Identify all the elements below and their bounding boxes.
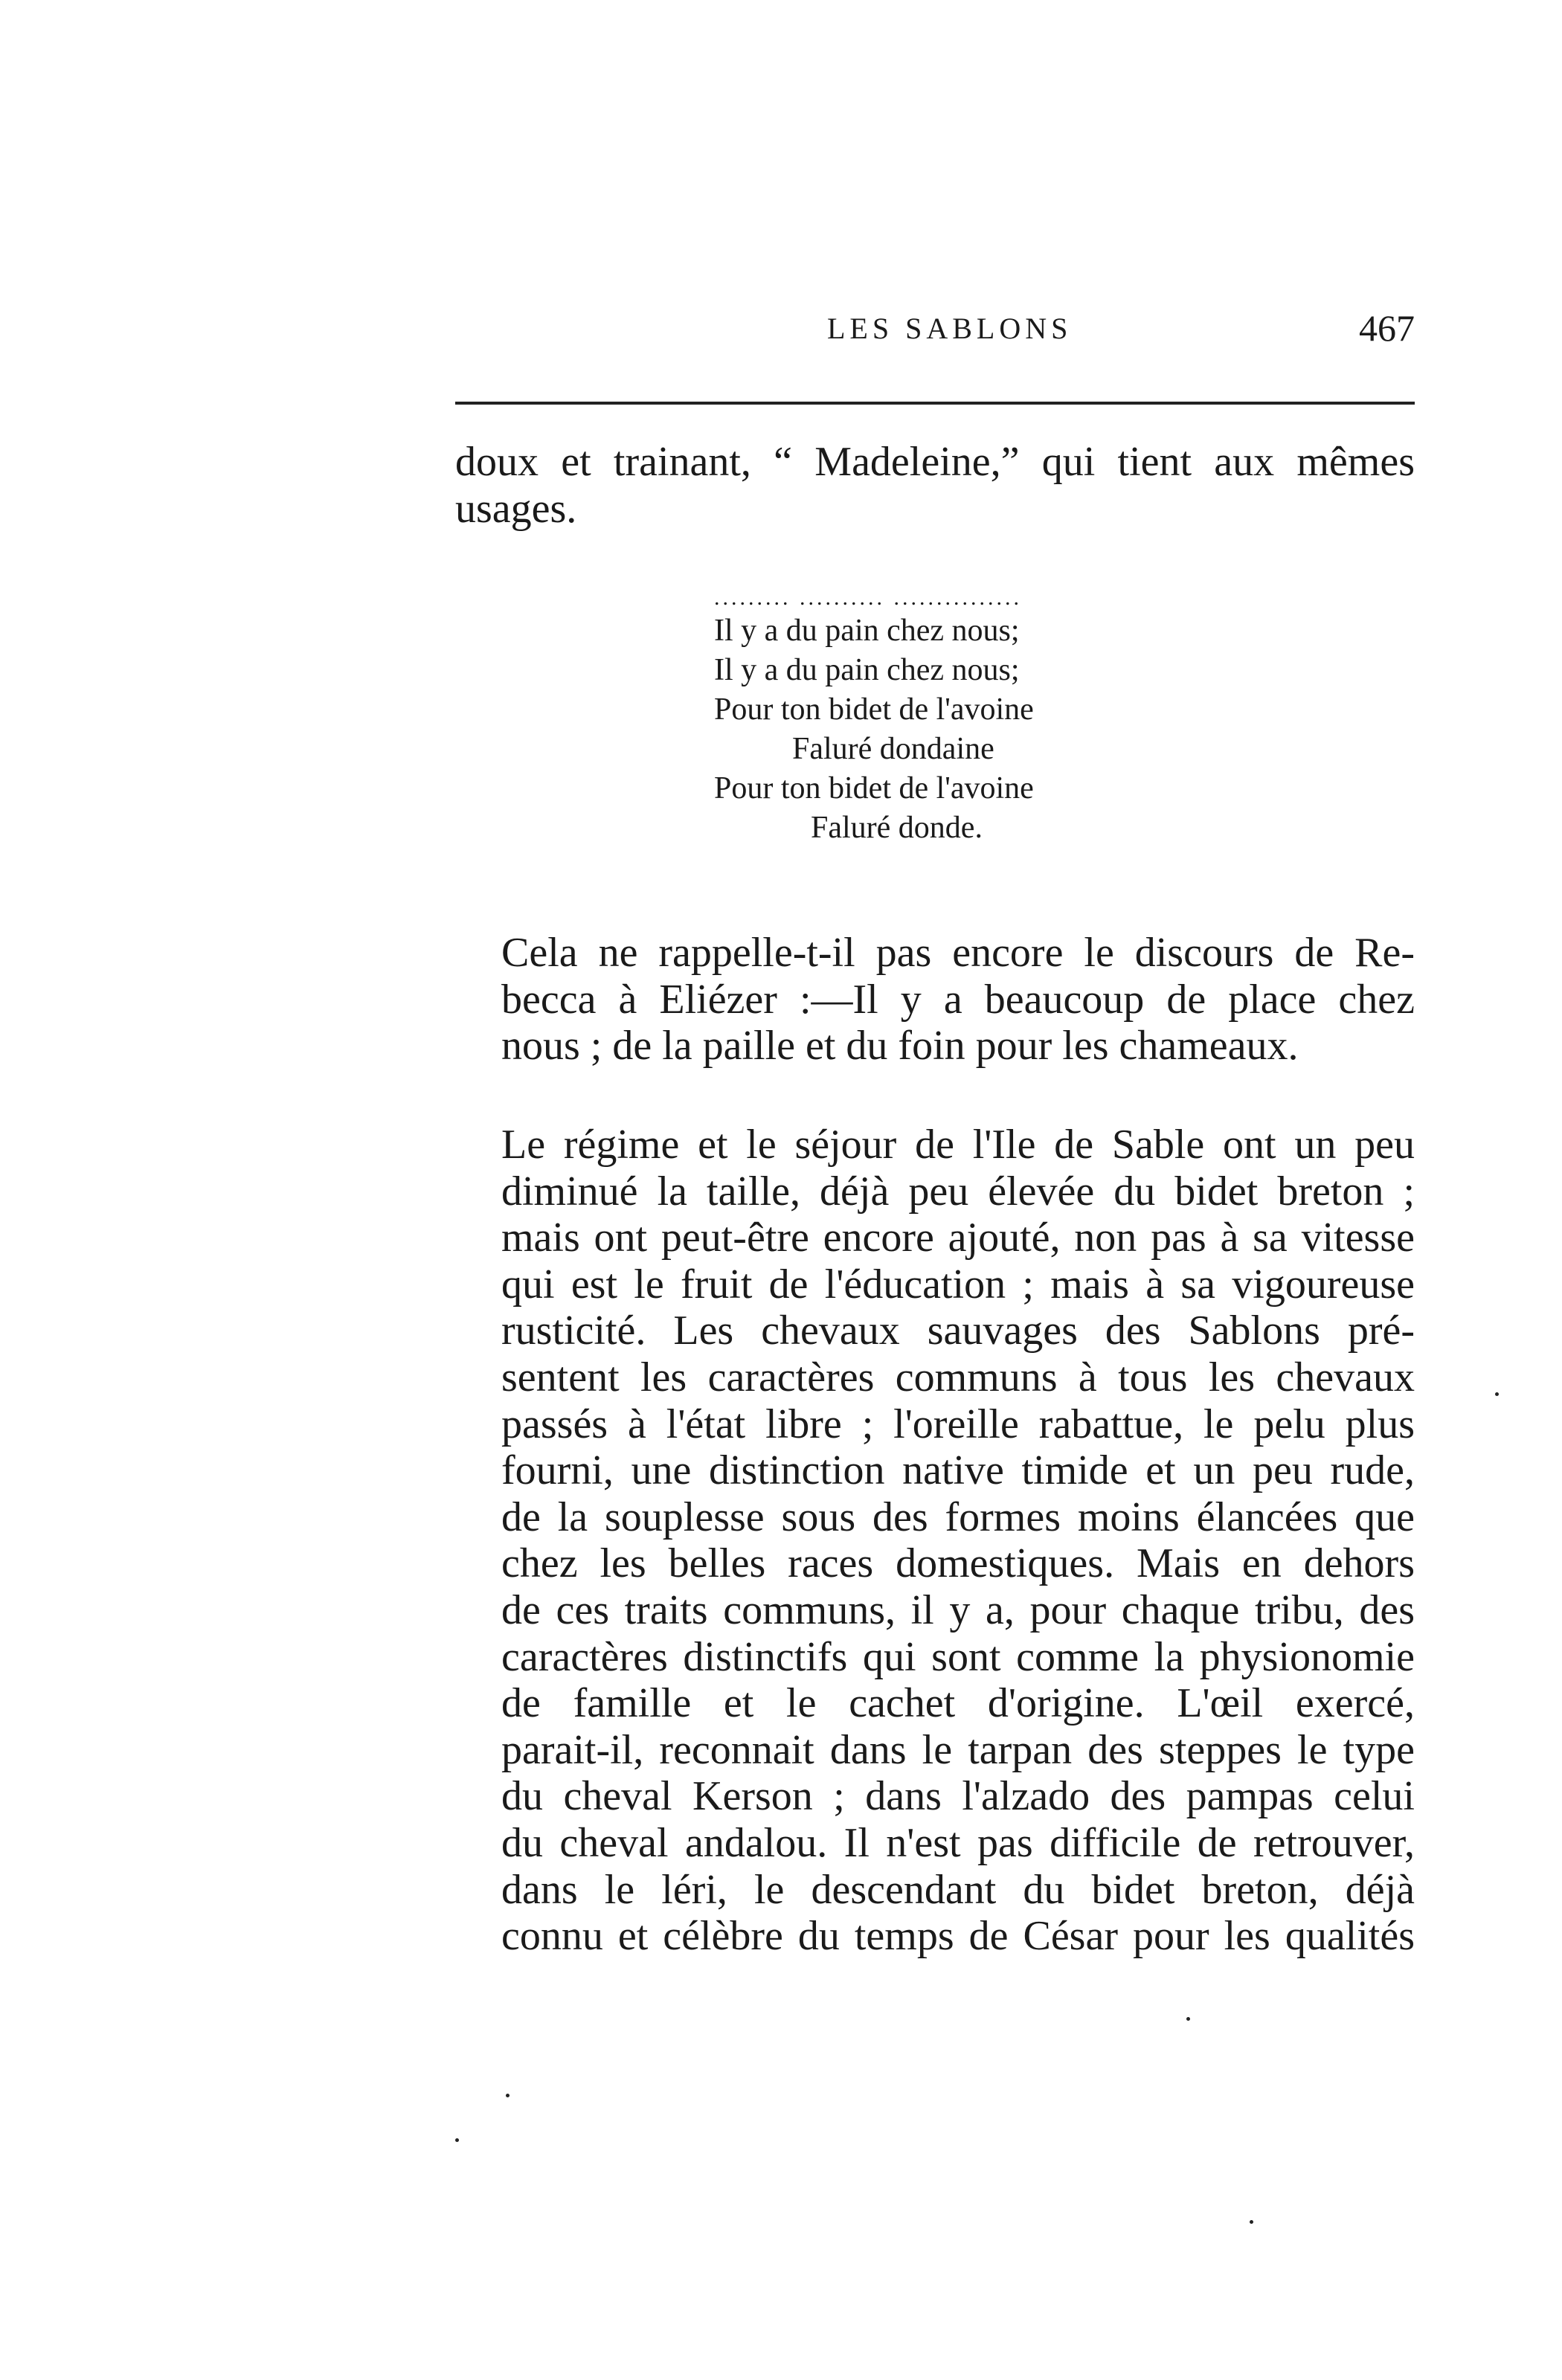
text-line: de ces traits communs, il y a, pour chaque tribu, des [501, 1586, 1415, 1633]
ink-speck [1495, 1392, 1499, 1396]
text-line: caractères distinctifs qui sont comme la physionomie [501, 1633, 1415, 1680]
continuation-paragraph [455, 439, 1415, 532]
page-number: 467 [1359, 307, 1415, 349]
text-line: mais ont peut-être encore ajouté, non pas à sa vitesse [501, 1215, 1415, 1261]
verse-line: Pour ton bidet de l'avoine [714, 692, 1034, 727]
text-line: parait-il, reconnait dans le tarpan des steppes le type [501, 1726, 1415, 1773]
text-line: connu et célèbre du temps de César pour les qualités [501, 1913, 1415, 1960]
ink-speck [1186, 2017, 1190, 2021]
text-line: passés à l'état libre ; l'oreille rabattue, le pelu plus [501, 1400, 1415, 1447]
text-line: du cheval Kerson ; dans l'alzado des pampas celui [501, 1773, 1415, 1820]
verse-line: Faluré dondaine [792, 732, 994, 766]
ink-speck [455, 2138, 459, 2142]
text-line: nous ; de la paille et du foin pour les chameaux. [501, 1023, 1299, 1070]
paragraph-sable-horses [455, 1122, 1415, 1960]
text-line: diminué la taille, déjà peu élevée du bidet breton ; [501, 1168, 1415, 1215]
text-line: qui est le fruit de l'éducation ; mais à sa vigoureuse [501, 1261, 1415, 1308]
text-line: dans le léri, le descendant du bidet breton, déjà [501, 1866, 1415, 1913]
verse-block [714, 585, 1034, 848]
text-line: Cela ne rappelle-t-il pas encore le discours de Re- [501, 930, 1415, 976]
ink-speck [1250, 2220, 1253, 2224]
text-line: usages. [455, 485, 577, 532]
text-line: de la souplesse sous des formes moins élancées que [501, 1493, 1415, 1540]
running-head [455, 306, 1415, 358]
ink-speck [506, 2094, 510, 2097]
text-line: fourni, une distinction native timide et un peu rude, [501, 1447, 1415, 1494]
text-line: becca à Eliézer :—Il y a beaucoup de place chez [501, 976, 1415, 1023]
verse-line: Pour ton bidet de l'avoine [714, 771, 1034, 805]
text-line: doux et trainant, “ Madeleine,” qui tient aux mêmes [455, 439, 1415, 485]
verse-ellipsis: ......... .......... ............... [714, 585, 1022, 610]
verse-line: Il y a du pain chez nous; [714, 653, 1020, 687]
header-rule [455, 402, 1415, 405]
text-line: Le régime et le séjour de l'Ile de Sable ont un peu [501, 1122, 1415, 1168]
verse-line: Il y a du pain chez nous; [714, 614, 1020, 648]
text-line: sentent les caractères communs à tous les chevaux [501, 1354, 1415, 1400]
text-line: rusticité. Les chevaux sauvages des Sablons pré- [501, 1308, 1415, 1354]
text-line: de famille et le cachet d'origine. L'œil exercé, [501, 1680, 1415, 1727]
text-line: du cheval andalou. Il n'est pas difficile de retrouver, [501, 1819, 1415, 1866]
verse-line: Faluré donde. [811, 811, 983, 845]
paragraph-rebecca [455, 930, 1415, 1070]
running-title: LES SABLONS [827, 312, 1073, 345]
text-line: chez les belles races domestiques. Mais en dehors [501, 1540, 1415, 1587]
